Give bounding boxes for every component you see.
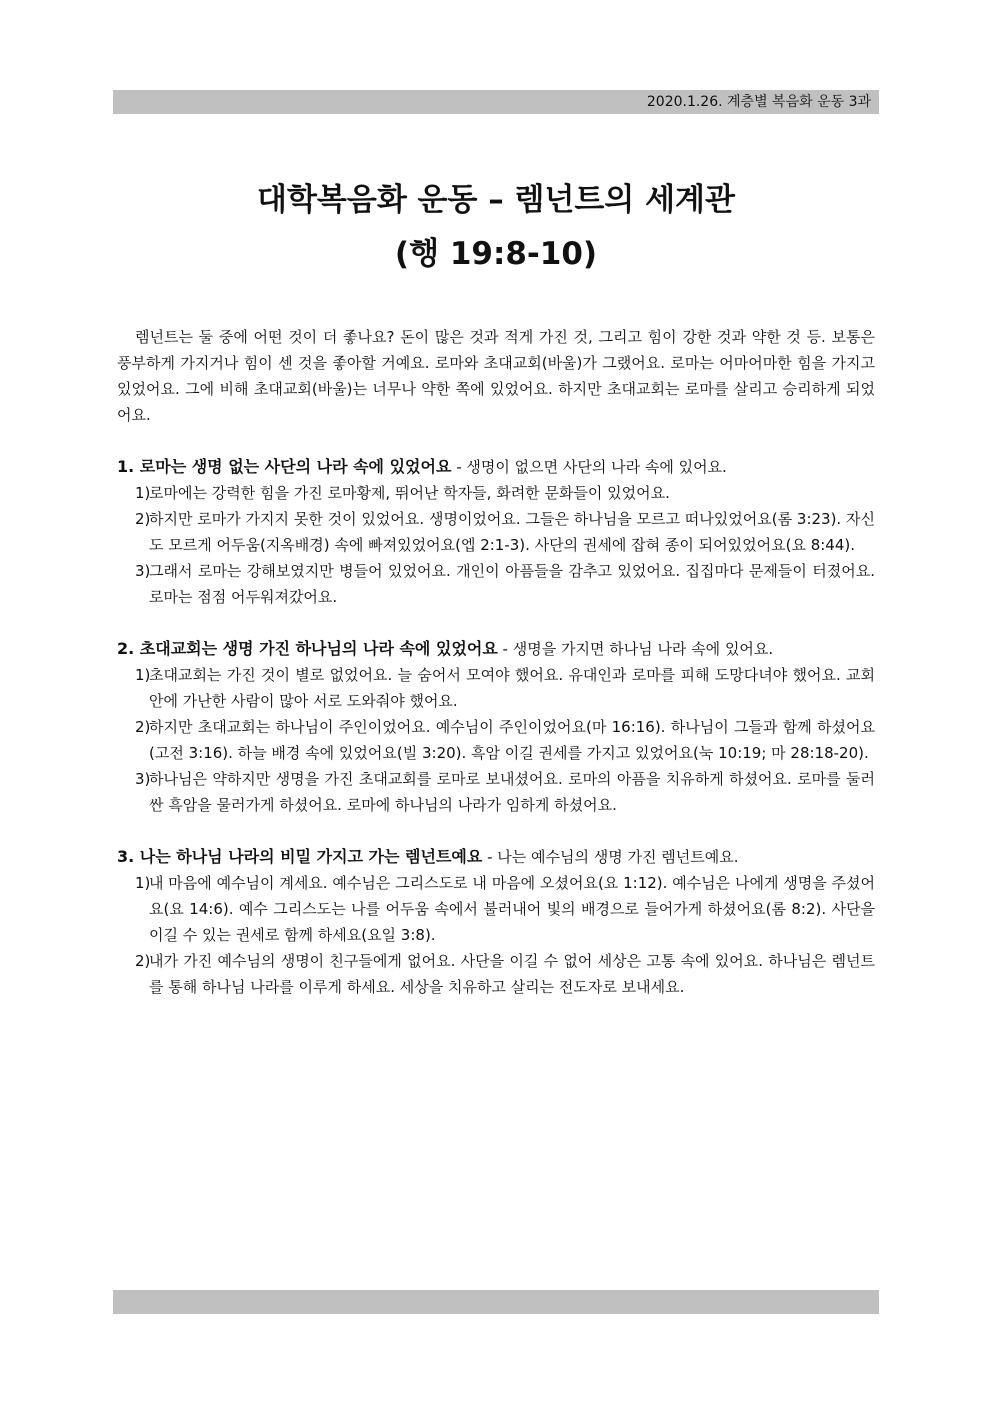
section-title: 2. 초대교회는 생명 가진 하나님의 나라 속에 있었어요 (117, 639, 498, 658)
section-subtitle: - 나는 예수님의 생명 가진 렘넌트예요. (482, 848, 739, 866)
item-number: 1) (135, 484, 151, 502)
item-number: 2) (135, 718, 151, 736)
item-text: 그래서 로마는 강해보였지만 병들어 있었어요. 개인이 아픔들을 감추고 있었어요. 집집마다 문제들이 터졌어요. 로마는 점점 어두워져갔어요. (149, 562, 875, 606)
list-item (117, 558, 875, 610)
item-text: 하나님은 약하지만 생명을 가진 초대교회를 로마로 보내셨어요. 로마의 아픔을 치유하게 하셨어요. 로마를 둘러싼 흑암을 물러가게 하셨어요. 로마에 하나님의 나라가 임하게 하셨어요. (149, 770, 875, 814)
item-number: 1) (135, 874, 151, 892)
section-heading (117, 844, 875, 870)
section-heading (117, 636, 875, 662)
list-item (117, 506, 875, 558)
item-text: 초대교회는 가진 것이 별로 없었어요. 늘 숨어서 모여야 했어요. 유대인과 로마를 피해 도망다녀야 했어요. 교회 안에 가난한 사람이 많아 서로 도와줘야 했어요. (149, 666, 875, 710)
section-heading (117, 454, 875, 480)
item-number: 2) (135, 952, 151, 970)
item-text: 내 마음에 예수님이 계세요. 예수님은 그리스도로 내 마음에 오셨어요(요 1:12). 예수님은 나에게 생명을 주셨어요(요 14:6). 예수 그리스도는 나를 어두움 속에서 불러내어 빛의 배경으로 들어가게 하셨어요(롬 8:2). 사단을 이길 수 있는 권세로 함께 하세요(요일 3:8). (149, 874, 875, 944)
list-item (117, 870, 875, 948)
list-item (117, 948, 875, 1000)
page-title: 대학복음화 운동 – 렘넌트의 세계관 (257, 182, 735, 218)
section-1 (117, 454, 875, 610)
header-date-lesson: 2020.1.26. 계층별 복음화 운동 3과 (646, 94, 871, 110)
intro-paragraph: 렘넌트는 둘 중에 어떤 것이 더 좋나요? 돈이 많은 것과 적게 가진 것, 그리고 힘이 강한 것과 약한 것 등. 보통은 풍부하게 가지거나 힘이 센 것을 좋아할 거예요. 로마와 초대교회(바울)가 그랬어요. 로마는 어마어마한 힘을 가지고 있었어요. 그에 비해 초대교회(바울)는 너무나 약한 쪽에 있었어요. 하지만 초대교회는 로마를 살리고 승리하게 되었어요. (117, 328, 875, 424)
section-2 (117, 636, 875, 818)
item-number: 3) (135, 562, 151, 580)
footer-bar (113, 1290, 879, 1314)
page-subtitle-reference: (행 19:8-10) (394, 236, 598, 272)
section-subtitle: - 생명을 가지면 하나님 나라 속에 있어요. (497, 640, 774, 658)
list-item (117, 714, 875, 766)
list-item (117, 480, 875, 506)
section-list (117, 870, 875, 1000)
item-number: 1) (135, 666, 151, 684)
item-text: 내가 가진 예수님의 생명이 친구들에게 없어요. 사단을 이길 수 없어 세상은 고통 속에 있어요. 하나님은 렘넌트를 통해 하나님 나라를 이루게 하세요. 세상을 치유하고 살리는 전도자로 보내세요. (149, 952, 875, 996)
list-item (117, 766, 875, 818)
item-text: 하지만 로마가 가지지 못한 것이 있었어요. 생명이었어요. 그들은 하나님을 모르고 떠나있었어요(롬 3:23). 자신도 모르게 어두움(지옥배경) 속에 빠져있었어요(엡 2:1-3). 사단의 권세에 잡혀 종이 되어있었어요(요 8:44). (149, 510, 875, 554)
item-number: 3) (135, 770, 151, 788)
item-text: 로마에는 강력한 힘을 가진 로마황제, 뛰어난 학자들, 화려한 문화들이 있었어요. (149, 484, 670, 502)
section-title: 3. 나는 하나님 나라의 비밀 가지고 가는 렘넌트예요 (117, 847, 483, 866)
section-list (117, 480, 875, 610)
section-subtitle: - 생명이 없으면 사단의 나라 속에 있어요. (451, 458, 727, 476)
document-body (117, 324, 875, 1000)
section-list (117, 662, 875, 818)
item-number: 2) (135, 510, 151, 528)
section-title: 1. 로마는 생명 없는 사단의 나라 속에 있었어요 (117, 457, 452, 476)
list-item (117, 662, 875, 714)
header-bar (113, 90, 879, 114)
item-text: 하지만 초대교회는 하나님이 주인이었어요. 예수님이 주인이었어요(마 16:16). 하나님이 그들과 함께 하셨어요(고전 3:16). 하늘 배경 속에 있었어요(빌 3:20). 흑암 이길 권세를 가지고 있었어요(눅 10:19; 마 28:18-20). (149, 718, 875, 762)
section-3 (117, 844, 875, 1000)
